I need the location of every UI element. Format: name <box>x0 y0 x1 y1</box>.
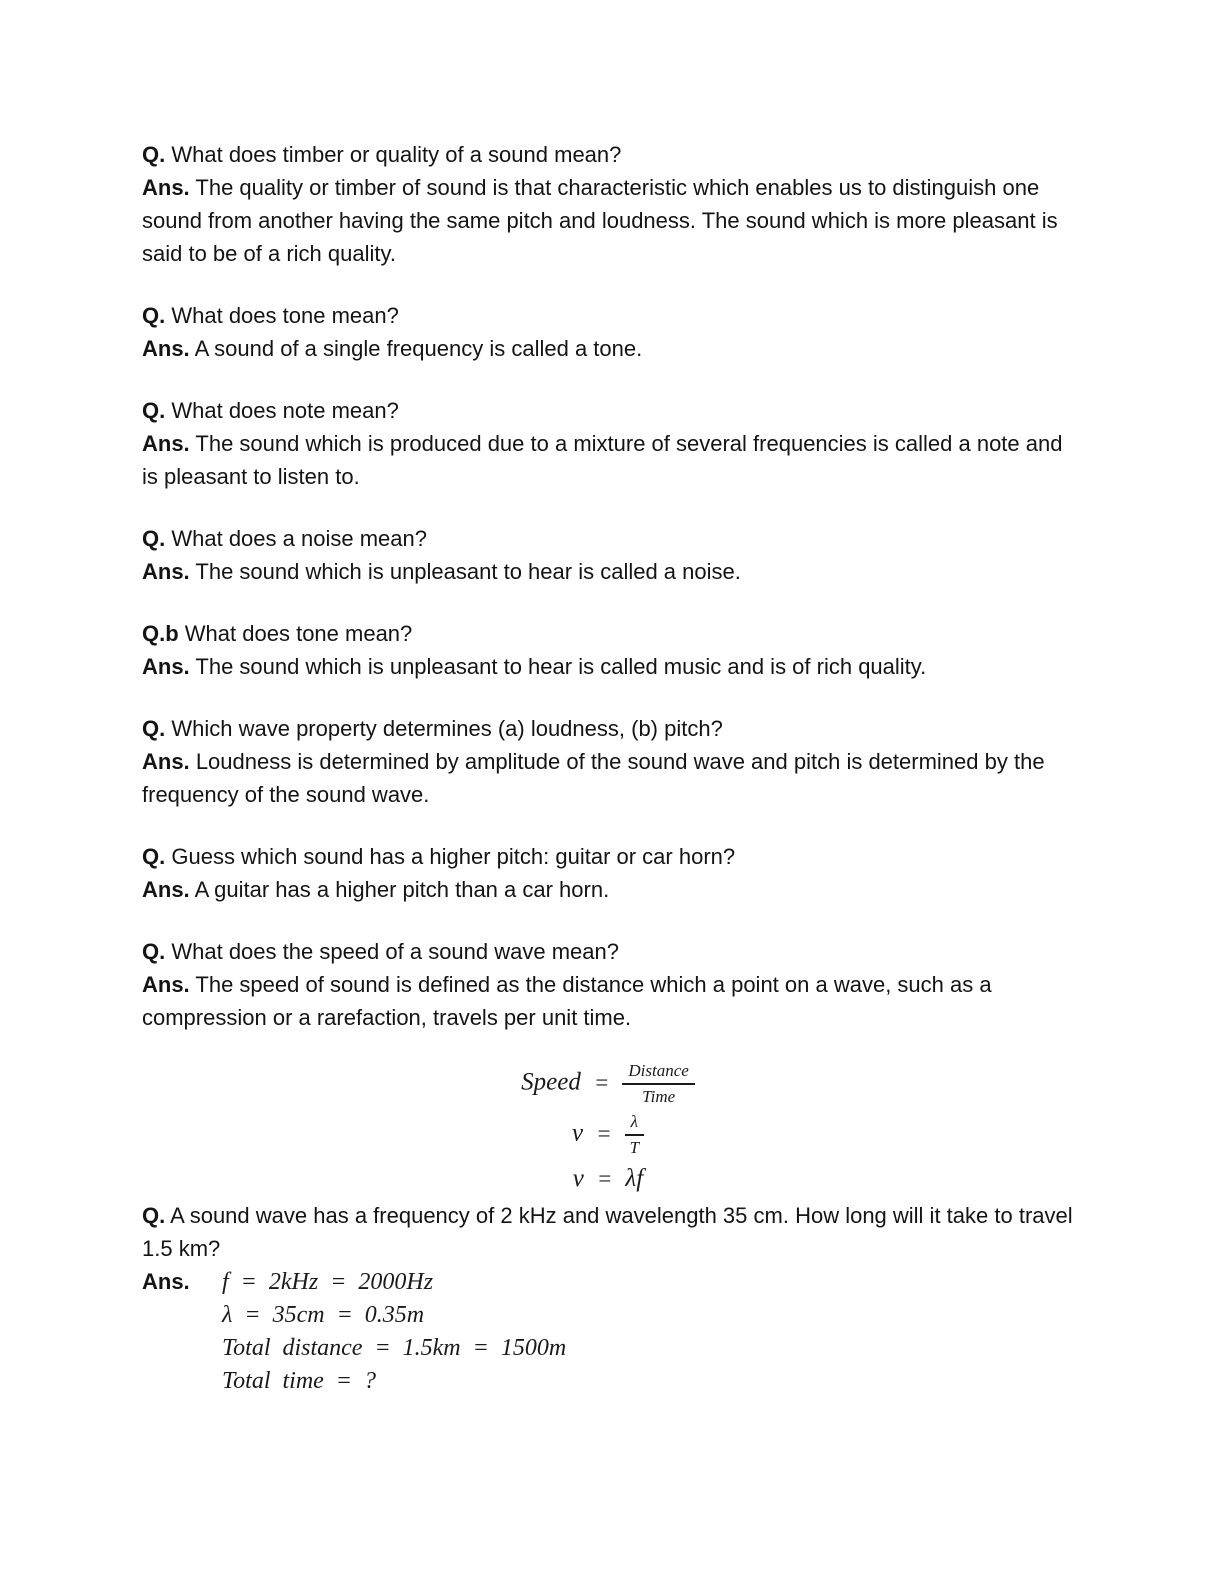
question-label: Q. <box>142 303 166 328</box>
fraction-numerator: Distance <box>622 1061 694 1085</box>
equation-lhs: v <box>572 1165 584 1193</box>
answer-label: Ans. <box>142 749 190 774</box>
equation-lhs: Speed <box>521 1068 581 1096</box>
answer-text: The sound which is unpleasant to hear is called a noise. <box>195 559 741 584</box>
equation-velocity-wavelength-frequency <box>142 1165 1074 1193</box>
question-text: Guess which sound has a higher pitch: guitar or car horn? <box>171 844 736 869</box>
fraction-numerator: λ <box>625 1112 644 1136</box>
question-label: Q.b <box>142 621 179 646</box>
qa-block <box>142 138 1074 270</box>
question-text: What does tone mean? <box>184 621 413 646</box>
work-line-frequency: f = 2kHz = 2000Hz <box>222 1269 434 1296</box>
equations-block <box>142 1063 1074 1193</box>
question-text: A sound wave has a frequency of 2 kHz and wavelength 35 cm. How long will it take to travel 1.5 km? <box>142 1203 1073 1262</box>
answer-text: Loudness is determined by amplitude of the sound wave and pitch is determined by the frequency of the sound wave. <box>142 749 1045 807</box>
question-line <box>142 712 1074 745</box>
answer-label: Ans. <box>142 654 190 679</box>
question-label: Q. <box>142 716 166 741</box>
question-line <box>142 394 1074 427</box>
answer-text: The speed of sound is defined as the distance which a point on a wave, such as a compression or a rarefaction, travels per unit time. <box>142 972 992 1030</box>
fraction-lambda-over-T <box>625 1112 644 1158</box>
answer-line <box>142 650 1074 683</box>
question-line <box>142 138 1074 171</box>
qa-document <box>142 138 1074 1398</box>
qa-block <box>142 394 1074 493</box>
question-label: Q. <box>142 142 166 167</box>
work-line-total-distance: Total distance = 1.5km = 1500m <box>222 1335 567 1362</box>
qa-block <box>142 299 1074 365</box>
answer-text: A sound of a single frequency is called a tone. <box>194 336 643 361</box>
question-text: What does a noise mean? <box>171 526 427 551</box>
question-line <box>142 617 1074 650</box>
answer-work-row <box>142 1265 1074 1299</box>
question-line <box>142 299 1074 332</box>
equals-sign: = <box>593 1069 610 1095</box>
answer-text: The sound which is unpleasant to hear is called music and is of rich quality. <box>195 654 927 679</box>
qa-block <box>142 522 1074 588</box>
answer-label: Ans. <box>142 431 190 456</box>
question-text: What does note mean? <box>171 398 399 423</box>
answer-line <box>142 555 1074 588</box>
question-line <box>142 935 1074 968</box>
question-line <box>142 1199 1074 1265</box>
answer-line <box>142 427 1074 493</box>
final-problem <box>142 1199 1074 1398</box>
answer-line <box>142 968 1074 1034</box>
equation-velocity-wavelength-period <box>142 1114 1074 1160</box>
answer-text: The sound which is produced due to a mixture of several frequencies is called a note and is pleasant to listen to. <box>142 431 1063 489</box>
question-line <box>142 840 1074 873</box>
question-text: What does tone mean? <box>171 303 399 328</box>
qa-block <box>142 935 1074 1034</box>
qa-block <box>142 712 1074 811</box>
question-text: What does timber or quality of a sound mean? <box>171 142 622 167</box>
question-text: What does the speed of a sound wave mean? <box>171 939 619 964</box>
answer-label: Ans. <box>142 877 190 902</box>
answer-line <box>142 745 1074 811</box>
qa-block <box>142 617 1074 683</box>
question-label: Q. <box>142 526 166 551</box>
answer-line <box>142 332 1074 365</box>
answer-line <box>142 171 1074 270</box>
equals-sign: = <box>596 1166 613 1192</box>
qa-block <box>142 840 1074 906</box>
answer-label: Ans. <box>142 972 190 997</box>
answer-label: Ans. <box>142 559 190 584</box>
question-line <box>142 522 1074 555</box>
fraction-denominator: T <box>629 1138 640 1158</box>
equation-lhs: v <box>571 1119 584 1147</box>
question-label: Q. <box>142 398 166 423</box>
equals-sign: = <box>596 1120 612 1146</box>
equation-speed-distance-time <box>142 1063 1074 1109</box>
question-label: Q. <box>142 1203 166 1229</box>
answer-text: A guitar has a higher pitch than a car horn. <box>194 877 610 902</box>
work-line-total-time: Total time = ? <box>222 1368 376 1395</box>
question-label: Q. <box>142 939 166 964</box>
answer-label: Ans. <box>142 1269 190 1295</box>
question-label: Q. <box>142 844 166 869</box>
work-line-wavelength: λ = 35cm = 0.35m <box>222 1302 425 1329</box>
answer-label: Ans. <box>142 336 190 361</box>
question-text: Which wave property determines (a) loudness, (b) pitch? <box>171 716 723 741</box>
answer-text: The quality or timber of sound is that characteristic which enables us to distinguish one sound from another having the same pitch and loudness. The sound which is more pleasant is said to be of a rich quality. <box>142 175 1058 266</box>
answer-line <box>142 873 1074 906</box>
equation-rhs: λf <box>625 1165 644 1193</box>
fraction-distance-over-time <box>622 1061 694 1107</box>
answer-label: Ans. <box>142 175 190 200</box>
fraction-denominator: Time <box>642 1087 676 1107</box>
